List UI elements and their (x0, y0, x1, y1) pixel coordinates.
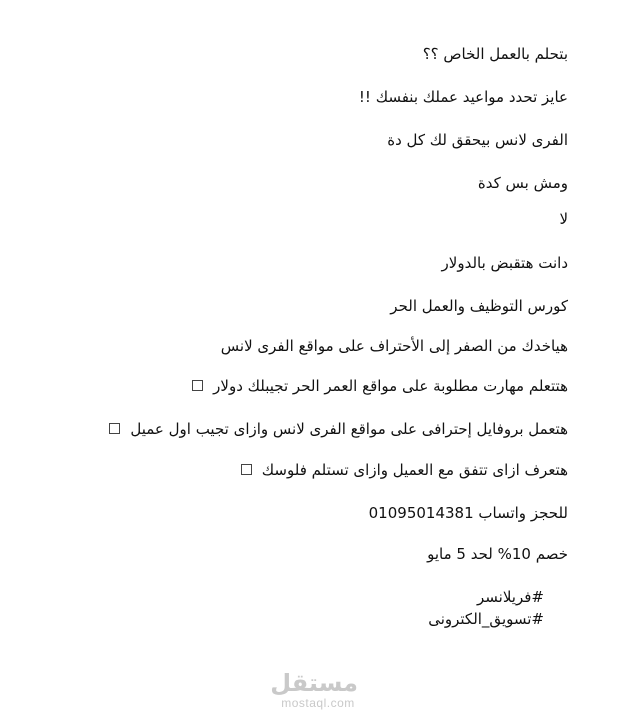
not-only-line: ومش بس كدة (477, 174, 568, 192)
contact-line: للحجز واتساب 01095014381 (368, 504, 568, 522)
bullet-text: هتعرف ازاى تتفق مع العميل وازاى تستلم فلوسك (261, 461, 568, 479)
hashtag[interactable]: #تسويق_الكترونى (428, 610, 544, 628)
bullet-item (109, 418, 568, 440)
freelance-line: الفرى لانس بيحقق لك كل دة (387, 131, 568, 149)
bullet-item (241, 459, 568, 481)
checkbox-icon (109, 423, 120, 434)
watermark-latin: mostaql.com (281, 696, 355, 710)
course-description: هياخدك من الصفر إلى الأحتراف على مواقع الفرى لانس (220, 337, 568, 355)
bullet-item (192, 375, 568, 397)
checkbox-icon (192, 380, 203, 391)
course-title: كورس التوظيف والعمل الحر (390, 297, 568, 315)
dollar-line: دانت هتقبض بالدولار (441, 254, 568, 272)
schedule-line: عايز تحدد مواعيد عملك بنفسك !! (358, 88, 568, 106)
discount-line: خصم 10% لحد 5 مايو (427, 545, 568, 563)
bullet-text: هتتعلم مهارت مطلوبة على مواقع العمر الحر تجيبلك دولار (213, 377, 568, 395)
no-line: لا (559, 210, 568, 228)
bullet-text: هتعمل بروفايل إحترافى على مواقع الفرى لانس وازاى تجيب اول عميل (130, 420, 568, 438)
checkbox-icon (241, 464, 252, 475)
mostaql-watermark (270, 669, 358, 710)
watermark-arabic: مستقل (270, 669, 358, 697)
hashtag[interactable]: #فريلانسر (477, 588, 544, 606)
intro-question: بتحلم بالعمل الخاص ؟؟ (422, 45, 568, 63)
